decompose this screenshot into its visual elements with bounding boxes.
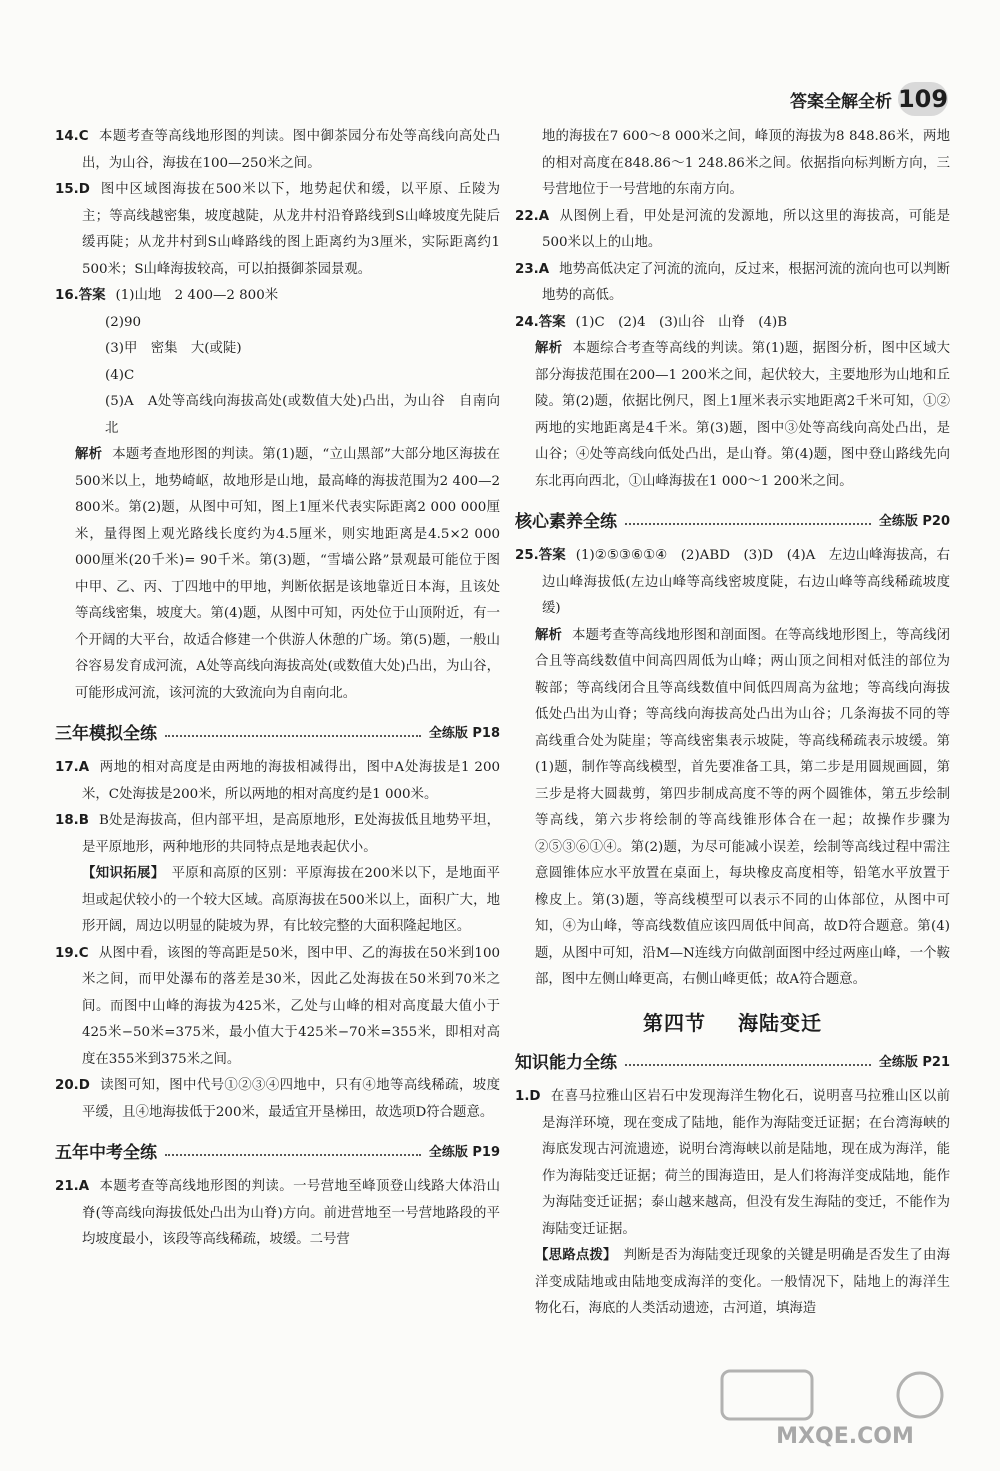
answer-25: 25.答案 (1)②⑤③⑥①④ (2)ABD (3)D (4)A 左边山峰海拔高，右边山峰海拔低(左边山峰等高线密坡度陡，右边山峰等高线稀疏坡度缓): [515, 548, 950, 616]
answer-1: 1.D 在喜马拉雅山区岩石中发现海洋生物化石，说明喜马拉雅山区以前是海洋环境，现在变成了陆地，能作为海陆变迁证据；在台湾海峡的海底发现古河流遗迹，说明台湾海峡以前是陆地，现在成为海洋，能作为海陆变迁证据；荷兰的围海造田，是人们将海洋变成陆地，能作为海陆变迁证据；泰山越来越高，但没有发生海陆的变迁，不能作为海陆变迁证据。: [515, 1089, 950, 1237]
answer-16-part5: (5)A A处等高线向海拔高处(或数值大处)凸出，为山谷 自南向北: [105, 394, 500, 436]
answer-20: 20.D 读图可知，图中代号①②③④四地中，只有④地等高线稀疏，坡度平缓，且④地海拔低于200米，最适宜开垦梯田，故选项D符合题意。: [55, 1078, 500, 1120]
answer-24-label: 24.答案 (1)C (2)4 (3)山谷 山脊 (4)B: [515, 314, 788, 330]
answer-17: 17.A 两地的相对高度是由两地的海拔相减得出，图中A处海拔是1 200米，C处海拔是200米，所以两地的相对高度约是1 000米。: [55, 760, 500, 802]
page-number: 109: [898, 82, 948, 116]
page-header: [790, 82, 948, 116]
answer-16-part4: (4)C: [105, 367, 135, 383]
site-watermark: [720, 1369, 970, 1449]
header-title: 答案全解全析: [790, 91, 892, 112]
answer-16-label: 16.答案 (1)山地 2 400—2 800米: [55, 288, 279, 303]
section-knowledge-ability: 知识能力全练 全练版 P21: [515, 1052, 950, 1073]
thinking-tip: 【思路点拨】 判断是否为海陆变迁现象的关键是明确是否发生了由海洋变成陆地或由陆地变成海洋的变化。一般情况下，陆地上的海洋生物化石，海底的人类活动遗迹，古河道，填海造: [535, 1248, 951, 1316]
answer-19: 19.C 从图中看，该图的等高距是50米，图中甲、乙的海拔在50米到100米之间，而甲处瀑布的落差是30米，因此乙处海拔在50米到70米之间。而图中山峰的海拔为425米，乙处与山峰的相对高度最大值小于425米−50米=375米，最小值大于425米−70米=355米，即相对高度在355米到375米之间。: [55, 945, 500, 1067]
answer-23: 23.A 地势高低决定了河流的流向，反过来，根据河流的流向也可以判断地势的高低。: [515, 261, 950, 303]
answer-22: 22.A 从图例上看，甲处是河流的发源地，所以这里的海拔高，可能是500米以上的山地。: [515, 208, 950, 250]
answer-16-part3: (3)甲 密集 大(或陡): [105, 341, 242, 356]
answer-21: 21.A 本题考查等高线地形图的判读。一号营地至峰顶登山线路大体沿山脊(等高线向海拔低处凸出为山脊)方向。前进营地至一号营地路段的平均坡度最小，该段等高线稀疏，坡缓。二号营: [55, 1179, 500, 1247]
knowledge-extension: 【知识拓展】 平原和高原的区别：平原海拔在200米以下，是地面平坦或起伏较小的一个较大区域。高原海拔在500米以上，面积广大，地形开阔，周边以明显的陡坡为界，有比较完整的大面积隆起地区。: [82, 866, 501, 934]
answer-14: 14.C 本题考查等高线地形图的判读。图中御茶园分布处等高线向高处凸出，为山谷，海拔在100—250米之间。: [55, 129, 500, 171]
answer-21-continued: 地的海拔在7 600～8 000米之间，峰顶的海拔为8 848.86米，两地的相对高度在848.86～1 248.86米之间。依据指向标判断方向，三号营地位于一号营地的东南方向。: [542, 129, 950, 197]
section-five-year: 五年中考全练 全练版 P19: [55, 1142, 500, 1163]
answer-15: 15.D 图中区域图海拔在500米以下，地势起伏和缓，以平原、丘陵为主；等高线越密集，坡度越陡，从龙井村沿脊路线到S山峰坡度先陡后缓再陡；从龙井村到S山峰路线的图上距离约为3厘米，实际距离约1 500米；S山峰海拔较高，可以拍摄御茶园景观。: [55, 182, 500, 277]
right-column: [515, 124, 950, 1323]
section-core-literacy: 核心素养全练 全练版 P20: [515, 511, 950, 532]
section-three-year: 三年模拟全练 全练版 P18: [55, 723, 500, 744]
chapter-title: 第四节 海陆变迁: [643, 1010, 822, 1035]
answer-18: 18.B B处是海拔高，但内部平坦，是高原地形，E处海拔低且地势平坦，是平原地形，两种地形的共同特点是地表起伏小。: [55, 813, 500, 855]
analysis-24: 解析 本题综合考查等高线的判读。第(1)题，据图分析，图中区域大部分海拔范围在200—1 200米之间，起伏较大，主要地形为山地和丘陵。第(2)题，依据比例尺，图上1厘米表示实地距离2千米可知，①②两地的实地距离是4千米。第(3)题，图中③处等高线向高处凸出，是山谷；④处等高线向低处凸出，是山脊。第(4)题，图中登山路线先向东北再向西北，①山峰海拔在1 000～1 200米之间。: [535, 341, 951, 489]
analysis-16: 解析 本题考查地形图的判读。第(1)题，“立山黑部”大部分地区海拔在500米以上，地势崎岖，故地形是山地，最高峰的海拔范围为2 400—2 800米。第(2)题，从图中可知，图上1厘米代表实际距离2 000 000厘米，量得图上观光路线长度约为4.5厘米，则实地距离是4.5×2 000 000厘米(20千米)= 90千米。第(3)题，“雪墙公路”景观最可能位于图中甲、乙、丙、丁四地中的甲地，判断依据是该地靠近日本海，且该处等高线密集，坡度大。第(4)题，从图中可知，丙处位于山顶附近，有一个开阔的大平台，故适合修建一个供游人休憩的广场。第(5)题，一般山谷容易发育成河流，A处等高线向海拔高处(或数值大处)凸出，为山谷，可能形成河流，该河流的大致流向为自南向北。: [75, 447, 500, 701]
answer-16-part2: (2)90: [105, 314, 142, 330]
left-column: [55, 124, 500, 1254]
analysis-25: 解析 本题考查等高线地形图和剖面图。在等高线地形图上，等高线闭合且等高线数值中间高四周低为山峰；两山顶之间相对低洼的部位为鞍部；等高线闭合且等高线数值中间低四周高为盆地；等高线向海拔低处凸出为山脊；等高线向海拔高处凸出为山谷；几条海拔不同的等高线重合处为陡崖；等高线密集表示坡陡，等高线稀疏表示坡缓。第(1)题，制作等高线模型，首先要准备工具，第二步是用圆规画圆，第三步是将大圆裁剪，第四步制成高度不等的两个圆锥体，第五步绘制等高线，第六步将绘制的等高线锥形体合在一起；故操作步骤为②⑤③⑥①④。第(2)题，为尽可能减小误差，绘制等高线过程中需注意圆锥体应水平放置在桌面上，每块橡皮高度相等，铅笔水平放置于橡皮上。第(3)题，等高线模型可以表示不同的山体部位，从图中可知，④为山峰，等高线数值应该四周低中间高，故D符合题意。第(4)题，从图中可知，沿M—N连线方向做剖面图中经过两座山峰，一个鞍部，图中左侧山峰更高，右侧山峰更低；故A符合题意。: [535, 627, 951, 987]
watermark-text: MXQE.COM: [776, 1424, 914, 1449]
